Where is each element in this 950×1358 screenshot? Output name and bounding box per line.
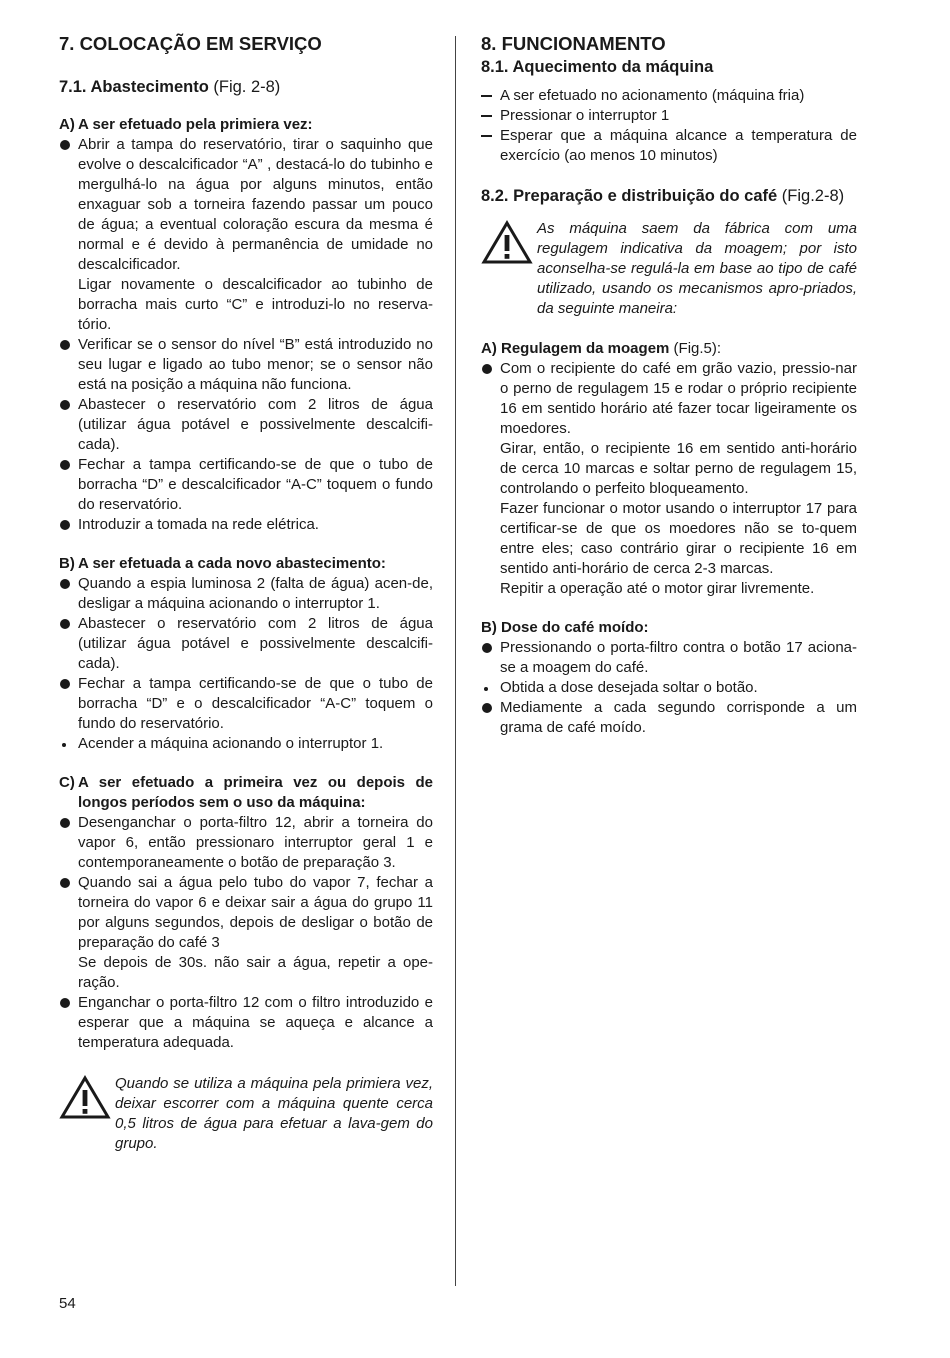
list-item-text: Quando a espia luminosa 2 (falta de água) acen-de, desligar a máquina acionando o interruptor 1.: [78, 575, 433, 612]
heading-c-letter: C): [59, 774, 75, 791]
list-item: [481, 106, 857, 126]
list-item: [59, 813, 433, 873]
subsection-title-8-2-text: 8.2. Preparação e distribuição do café: [481, 187, 778, 205]
heading-b-letter: B): [59, 555, 75, 572]
heading-regulagem-ref: (Fig.5):: [673, 340, 722, 357]
list-item-text: Com o recipiente do café em grão vazio, pressio-nar o perno de regulagem 15 e rodar o próprio recipiente 16 em sentido horário até fazer tocar ligeiramente os moedores.: [500, 360, 857, 437]
list-item: [481, 86, 857, 106]
heading-regulagem: [481, 339, 857, 359]
list-item: [59, 873, 433, 993]
list-item-text: Abastecer o reservatório com 2 litros de água (utilizar água potável e possivelmente descalcifi-cada).: [78, 396, 433, 453]
list-item: [59, 455, 433, 515]
list-item-text: Abastecer o reservatório com 2 litros de água (utilizar água potável e possivelmente descalcifi-cada).: [78, 615, 433, 672]
list-item: [59, 574, 433, 614]
list-item-text: Enganchar o porta-filtro 12 com o filtro introduzido e esperar que a máquina se aqueça e alcance a temperatura adequada.: [78, 994, 433, 1051]
list-item: [59, 395, 433, 455]
warning-triangle-icon: [481, 219, 537, 270]
list-item-text: Fechar a tampa certificando-se de que o tubo de borracha “D” e descalcificador “A-C” toquem o fundo do reservatório.: [78, 456, 433, 513]
warning-block-left: [59, 1074, 433, 1154]
list-item-continuation: Fazer funcionar o motor usando o interruptor 17 para certificar-se de que os moedores não se to-quem entre eles; caso contrário girar o recipiente 16 em sentido anti-horário de cerca 2-3 marcas.: [500, 500, 857, 577]
list-item-text: Desenganchar o porta-filtro 12, abrir a torneira do vapor 6, então pressionaro interruptor geral 1 e contemporaneamente o botão de preparação 3.: [78, 814, 433, 871]
list-a: [59, 135, 433, 535]
list-item-continuation: Girar, então, o recipiente 16 em sentido anti-horário de cerca 10 marcas e soltar perno de regulagem 15, controlando o perfeito bloqueamento.: [500, 440, 857, 497]
subsection-title-8-2-ref: (Fig.2-8): [781, 187, 845, 205]
section-title-8: 8. FUNCIONAMENTO: [481, 33, 666, 54]
heading-c-text: A ser efetuado a primeira vez ou depois de longos períodos sem o uso da máquina:: [78, 774, 433, 811]
list-item-text: A ser efetuado no acionamento (máquina fria): [500, 87, 805, 104]
list-item-continuation: Se depois de 30s. não sair a água, repetir a ope-ração.: [78, 954, 433, 991]
list-item: [481, 126, 857, 166]
list-item: [59, 674, 433, 734]
left-column: [59, 32, 433, 1154]
warning-text: As máquina saem da fábrica com uma regulagem indicativa da moagem; por isto aconselha-se regulá-la em base ao tipo de café utilizado, usando os mecanismos apro-priados, da seguinte maneira:: [537, 220, 857, 317]
heading-c: [59, 773, 433, 813]
subsection-title-8-2: [481, 185, 857, 207]
heading-b: [59, 554, 433, 574]
list-8-1: [481, 86, 857, 166]
warning-text: Quando se utiliza a máquina pela primiera vez, deixar escorrer com a máquina quente cerca 0,5 litros de água para efetuar a lava-gem do grupo.: [115, 1075, 433, 1152]
list-item: [59, 335, 433, 395]
list-item: [59, 135, 433, 335]
list-item: [481, 698, 857, 738]
heading-dose: B) Dose do café moído:: [481, 619, 649, 636]
list-item: [481, 359, 857, 599]
list-item: [59, 993, 433, 1053]
list-item-text: Obtida a dose desejada soltar o botão.: [500, 679, 758, 696]
list-item: [59, 515, 433, 535]
list-item: [481, 638, 857, 678]
page-number: 54: [59, 1295, 76, 1312]
heading-a-letter: A): [59, 116, 75, 133]
warning-triangle-icon: [59, 1074, 115, 1125]
heading-a: [59, 115, 433, 135]
list-b: [59, 574, 433, 754]
list-item-continuation: Repitir a operação até o motor girar livremente.: [500, 580, 815, 597]
column-divider: [455, 36, 456, 1286]
heading-regulagem-text: A) Regulagem da moagem: [481, 340, 670, 357]
right-column: [481, 32, 857, 738]
subsection-title-7-1: [59, 76, 433, 98]
list-item: [59, 734, 433, 754]
section-title-7: 7. COLOCAÇÃO EM SERVIÇO: [59, 33, 322, 54]
list-c: [59, 813, 433, 1053]
list-item-text: Pressionar o interruptor 1: [500, 107, 670, 124]
heading-a-text: A ser efetuado pela primiera vez:: [78, 116, 313, 133]
list-item-text: Introduzir a tomada na rede elétrica.: [78, 516, 319, 533]
list-item-text: Acender a máquina acionando o interruptor 1.: [78, 735, 384, 752]
list-item-text: Esperar que a máquina alcance a temperatura de exercício (ao menos 10 minutos): [500, 127, 857, 164]
subsection-title-7-1-text: 7.1. Abastecimento: [59, 78, 209, 96]
list-item-text: Mediamente a cada segundo corrisponde a um grama de café moído.: [500, 699, 857, 736]
subsection-title-8-1: 8.1. Aquecimento da máquina: [481, 58, 714, 76]
subsection-title-7-1-ref: (Fig. 2-8): [213, 78, 281, 96]
list-item: [59, 614, 433, 674]
list-item-text: Fechar a tampa certificando-se de que o tubo de borracha “D” e o descalcificador “A-C” toquem o fundo do reservatório.: [78, 675, 433, 732]
list-item-text: Quando sai a água pelo tubo do vapor 7, fechar a torneira do vapor 6 e deixar sair a água do grupo 11 por alguns segundos, depois de desligar o botão de preparação do café 3: [78, 874, 433, 951]
list-dose: [481, 638, 857, 738]
list-item-text: Verificar se o sensor do nível “B” está introduzido no seu lugar e ligado ao tubo menor; se o sensor não está na posição a máquina não funciona.: [78, 336, 433, 393]
list-item: [481, 678, 857, 698]
warning-block-right: [481, 219, 857, 319]
heading-b-text: A ser efetuada a cada novo abastecimento:: [78, 555, 386, 572]
list-regulagem: [481, 359, 857, 599]
list-item-text: Abrir a tampa do reservatório, tirar o saquinho que evolve o descalcificador “A” , destacá-lo do tubinho e mergulhá-lo na água por alguns minutos, então enxaguar sob a torneira fazendo passar um pouco de água; a eventual coloração escura da mesma é normal e é devido à permanência de umidade no descalcificador.: [78, 136, 433, 273]
list-item-continuation: Ligar novamente o descalcificador ao tubinho de borracha mais curto “C” e introduzi-lo no reserva-tório.: [78, 276, 433, 333]
list-item-text: Pressionando o porta-filtro contra o botão 17 aciona-se a moagem do café.: [500, 639, 857, 676]
